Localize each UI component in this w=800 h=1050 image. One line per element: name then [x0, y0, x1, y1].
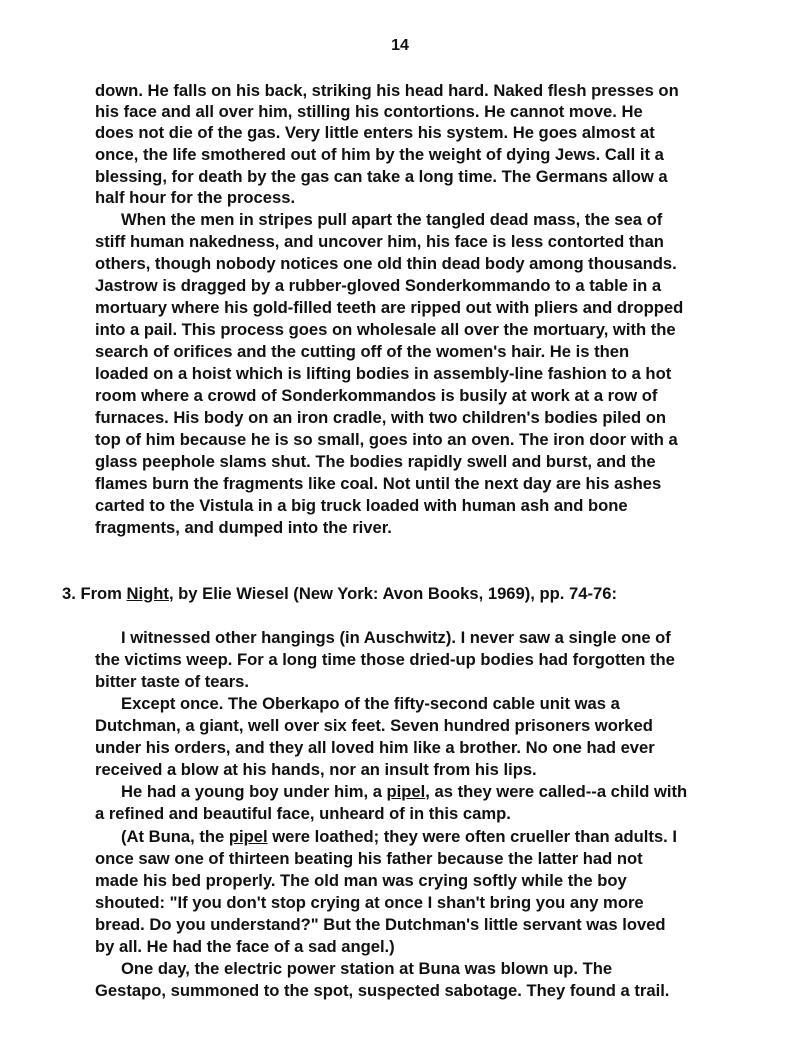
text-line: carted to the Vistula in a big truck loaded with human ash and bone [95, 496, 628, 515]
text-line: the victims weep. For a long time those dried-up bodies had forgotten the [95, 650, 675, 669]
text-line: received a blow at his hands, nor an insult from his lips. [95, 760, 537, 779]
text-fragment: were loathed; they were often crueller than adults. I [267, 827, 678, 846]
paragraph-start-line: One day, the electric power station at Buna was blown up. The [121, 959, 613, 978]
paragraph-start-line [121, 781, 687, 802]
text-line: mortuary where his gold-filled teeth are ripped out with pliers and dropped [95, 298, 684, 317]
source-number: 3. From [62, 584, 127, 603]
text-line: blessing, for death by the gas can take a long time. The Germans allow a [95, 167, 668, 186]
text-line: furnaces. His body on an iron cradle, with two children's bodies piled on [95, 408, 666, 427]
text-line: his face and all over him, stilling his contortions. He cannot move. He [95, 102, 643, 121]
text-line: into a pail. This process goes on wholesale all over the mortuary, with the [95, 320, 676, 339]
text-line: once saw one of thirteen beating his father because the latter had not [95, 849, 643, 868]
text-line: bitter taste of tears. [95, 672, 249, 691]
text-line: Dutchman, a giant, well over six feet. Seven hundred prisoners worked [95, 716, 653, 735]
text-line: half hour for the process. [95, 188, 296, 207]
text-fragment: (At Buna, the [121, 827, 229, 846]
text-fragment: , as they were called--a child with [425, 782, 688, 801]
text-line: top of him because he is so small, goes into an oven. The iron door with a [95, 430, 678, 449]
text-line: a refined and beautiful face, unheard of in this camp. [95, 804, 511, 823]
text-line: bread. Do you understand?" But the Dutchman's little servant was loved [95, 915, 666, 934]
text-line: stiff human nakedness, and uncover him, his face is less contorted than [95, 232, 664, 251]
text-line: glass peephole slams shut. The bodies rapidly swell and burst, and the [95, 452, 656, 471]
text-line: down. He falls on his back, striking his head hard. Naked flesh presses on [95, 81, 679, 100]
paragraph-start-line: I witnessed other hangings (in Auschwitz). I never saw a single one of [121, 628, 671, 647]
text-fragment: He had a young boy under him, a [121, 782, 387, 801]
text-line: under his orders, and they all loved him like a brother. No one had ever [95, 738, 655, 757]
source-citation: , by Elie Wiesel (New York: Avon Books, 1969), pp. 74-76: [168, 584, 617, 603]
text-line: shouted: "If you don't stop crying at once I shan't bring you any more [95, 893, 644, 912]
text-line: room where a crowd of Sonderkommandos is busily at work at a row of [95, 386, 658, 405]
text-line: flames burn the fragments like coal. Not until the next day are his ashes [95, 474, 662, 493]
underlined-term: pipel [386, 782, 426, 801]
underlined-term: pipel [228, 827, 268, 846]
page-number: 14 [391, 37, 409, 54]
text-line: fragments, and dumped into the river. [95, 518, 392, 537]
text-line: loaded on a hoist which is lifting bodies in assembly-line fashion to a hot [95, 364, 672, 383]
paragraph-start-line: Except once. The Oberkapo of the fifty-second cable unit was a [121, 694, 620, 713]
text-line: does not die of the gas. Very little enters his system. He goes almost at [95, 123, 655, 142]
text-line: Jastrow is dragged by a rubber-gloved Sonderkommando to a table in a [95, 276, 662, 295]
text-line: Gestapo, summoned to the spot, suspected sabotage. They found a trail. [95, 981, 670, 1000]
text-line: others, though nobody notices one old thin dead body among thousands. [95, 254, 677, 273]
text-line: by all. He had the face of a sad angel.) [95, 937, 395, 956]
text-line: made his bed properly. The old man was crying softly while the boy [95, 871, 627, 890]
book-title: Night [126, 584, 169, 603]
paragraph-start-line: When the men in stripes pull apart the tangled dead mass, the sea of [121, 210, 663, 229]
text-line: once, the life smothered out of him by the weight of dying Jews. Call it a [95, 145, 664, 164]
paragraph-start-line [121, 826, 677, 847]
text-line: search of orifices and the cutting off of the women's hair. He is then [95, 342, 630, 361]
source-heading [62, 583, 617, 604]
